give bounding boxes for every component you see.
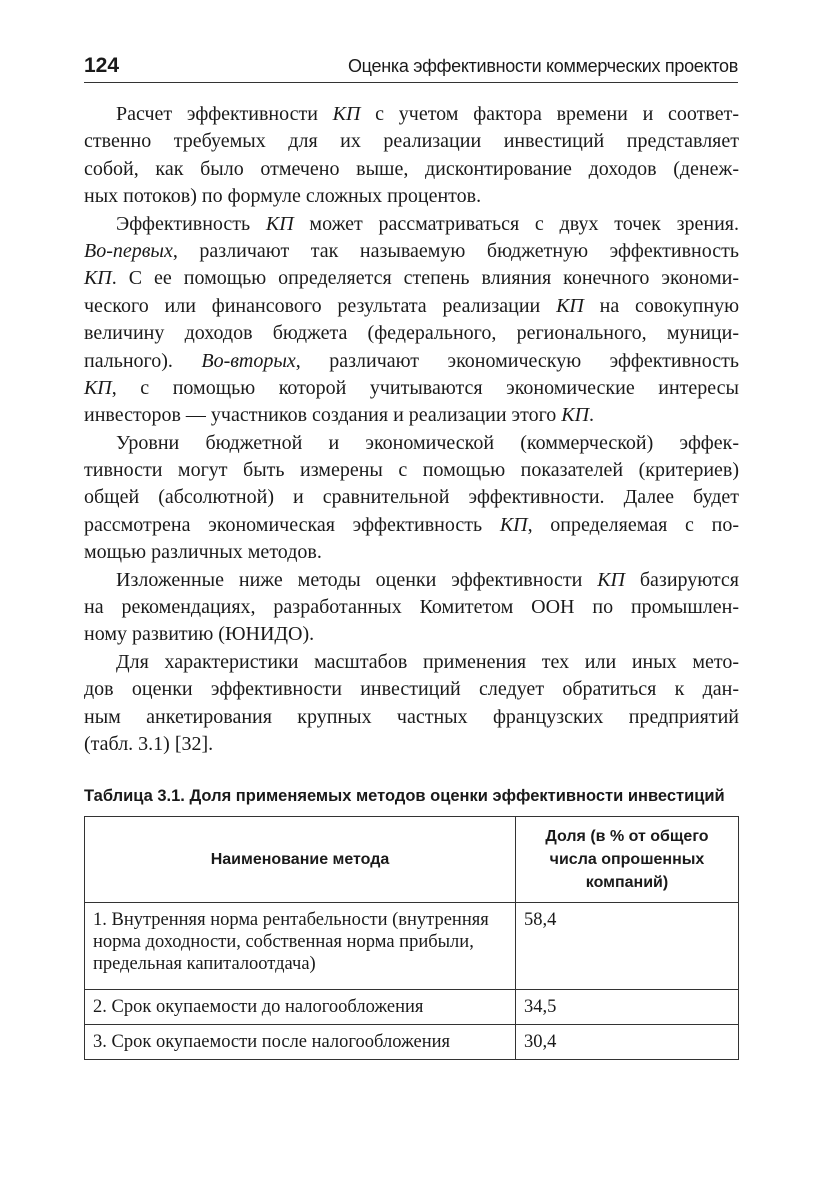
method-name: 3. Срок окупаемости после налогообложения xyxy=(85,1025,516,1060)
text-line: тивности могут быть измерены с помощью показателей (критериев) xyxy=(84,459,739,482)
text-line: инвесторов — участников создания и реализации этого КП. xyxy=(84,404,595,427)
text-line: рассмотрена экономическая эффективность КП, определяемая с по- xyxy=(84,513,739,536)
text-line: величину доходов бюджета (федерального, регионального, муници- xyxy=(84,322,739,345)
italic-term: КП xyxy=(597,568,625,591)
running-title: Оценка эффективности коммерческих проектов xyxy=(347,56,738,76)
text-line: общей (абсолютной) и сравнительной эффективности. Далее будет xyxy=(84,486,739,509)
table-header-row xyxy=(85,817,739,903)
paragraph xyxy=(84,567,739,649)
text-line: Во-первых, различают так называемую бюджетную эффективность xyxy=(84,239,739,262)
italic-term: КП xyxy=(84,376,112,399)
text-line: Изложенные ниже методы оценки эффективности КП базируются xyxy=(116,568,739,591)
text-line: Эффективность КП может рассматриваться с двух точек зрения. xyxy=(116,212,739,235)
table-row xyxy=(85,990,739,1025)
text-line: Для характеристики масштабов применения тех или иных мето- xyxy=(116,650,739,673)
text-line: КП, с помощью которой учитываются экономические интересы xyxy=(84,376,739,399)
running-header xyxy=(84,52,738,83)
page-number: 124 xyxy=(84,54,120,77)
text-line: ным анкетирования крупных частных французских предприятий xyxy=(84,705,739,728)
text-line: пального). Во-вторых, различают экономическую эффективность xyxy=(84,349,739,372)
methods-table xyxy=(84,816,739,1060)
paragraph xyxy=(84,649,739,759)
italic-term: Во-первых xyxy=(84,239,173,262)
paragraph xyxy=(84,430,739,567)
text-line: собой, как было отмечено выше, дисконтирование доходов (денеж- xyxy=(84,157,739,180)
text-line: ственно требуемых для их реализации инвестиций представляет xyxy=(84,130,739,153)
text-line: (табл. 3.1) [32]. xyxy=(84,732,214,755)
method-name: 1. Внутренняя норма рентабельности (внутренняя норма доходности, собственная норма прибыли, предельная капиталоотдача) xyxy=(85,903,516,990)
text-line: на рекомендациях, разработанных Комитетом ООН по промышлен- xyxy=(84,596,739,619)
table-caption: Таблица 3.1. Доля применяемых методов оценки эффективности инвестиций xyxy=(84,787,725,805)
body-text xyxy=(84,101,739,758)
text-line: КП. С ее помощью определяется степень влияния конечного экономи- xyxy=(84,267,739,290)
paragraph xyxy=(84,101,739,211)
method-share: 30,4 xyxy=(516,1025,739,1060)
paragraph xyxy=(84,211,739,430)
text-line: Расчет эффективности КП с учетом фактора времени и соответ- xyxy=(116,103,739,125)
method-share: 34,5 xyxy=(516,990,739,1025)
text-line: ных потоков) по формуле сложных процентов. xyxy=(84,185,482,208)
table-row xyxy=(85,1025,739,1060)
column-header-method: Наименование метода xyxy=(85,817,516,903)
table-row xyxy=(85,903,739,990)
italic-term: Во-вторых xyxy=(201,349,296,372)
italic-term: КП xyxy=(84,267,112,290)
text-line: Уровни бюджетной и экономической (коммерческой) эффек- xyxy=(116,431,739,454)
method-share: 58,4 xyxy=(516,903,739,990)
text-line: ному развитию (ЮНИДО). xyxy=(84,623,315,646)
italic-term: КП xyxy=(561,404,590,427)
text-line: дов оценки эффективности инвестиций следует обратиться к дан- xyxy=(84,678,739,701)
italic-term: КП xyxy=(332,103,361,125)
italic-term: КП xyxy=(265,212,294,235)
method-name: 2. Срок окупаемости до налогообложения xyxy=(85,990,516,1025)
text-line: мощью различных методов. xyxy=(84,541,322,564)
italic-term: КП xyxy=(499,513,528,536)
column-header-share: Доля (в % от общего числа опрошенных компаний) xyxy=(516,817,739,903)
text-line: ческого или финансового результата реализации КП на совокупную xyxy=(84,294,740,317)
italic-term: КП xyxy=(556,294,584,317)
